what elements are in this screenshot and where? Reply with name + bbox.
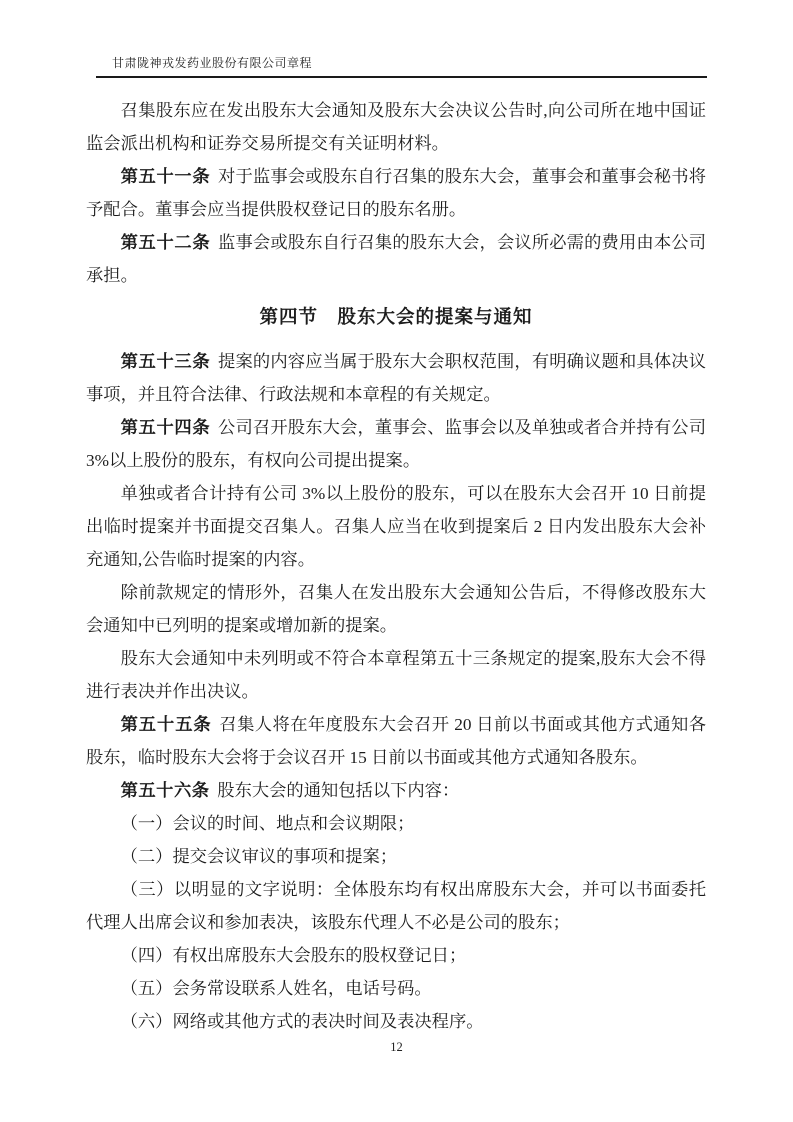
paragraph xyxy=(86,807,706,840)
article-number: 第五十五条 xyxy=(120,714,212,734)
document-body xyxy=(86,94,706,1038)
paragraph xyxy=(86,411,706,477)
paragraph xyxy=(86,160,706,226)
paragraph-text: 对于监事会或股东自行召集的股东大会，董事会和董事会秘书将予配合。董事会应当提供股权登记日的股东名册。 xyxy=(86,167,706,219)
paragraph-text: （三）以明显的文字说明：全体股东均有权出席股东大会，并可以书面委托代理人出席会议和参加表决，该股东代理人不必是公司的股东； xyxy=(86,880,706,932)
paragraph-text: 提案的内容应当属于股东大会职权范围，有明确议题和具体决议事项，并且符合法律、行政法规和本章程的有关规定。 xyxy=(86,352,706,404)
paragraph-text: 公司召开股东大会，董事会、监事会以及单独或者合并持有公司 3%以上股份的股东，有权向公司提出提案。 xyxy=(86,418,706,470)
paragraph xyxy=(86,873,706,939)
page-number: 12 xyxy=(390,1040,403,1054)
paragraph-text: （四）有权出席股东大会股东的股权登记日； xyxy=(120,946,467,965)
paragraph xyxy=(86,840,706,873)
article-number: 第五十一条 xyxy=(120,166,211,186)
paragraph xyxy=(86,1005,706,1038)
article-number: 第五十六条 xyxy=(120,780,210,800)
paragraph xyxy=(86,477,706,576)
paragraph xyxy=(86,226,706,292)
paragraph-text: 召集股东应在发出股东大会通知及股东大会决议公告时,向公司所在地中国证监会派出机构和证券交易所提交有关证明材料。 xyxy=(86,101,706,153)
paragraph xyxy=(86,774,706,807)
paragraph xyxy=(86,345,706,411)
paragraph-text: （五）会务常设联系人姓名，电话号码。 xyxy=(120,979,432,998)
paragraph-text: 召集人将在年度股东大会召开 20 日前以书面或其他方式通知各股东，临时股东大会将于会议召开 15 日前以书面或其他方式通知各股东。 xyxy=(86,715,706,767)
paragraph-text: 除前款规定的情形外，召集人在发出股东大会通知公告后，不得修改股东大会通知中已列明的提案或增加新的提案。 xyxy=(86,583,706,635)
paragraph-text: 单独或者合计持有公司 3%以上股份的股东，可以在股东大会召开 10 日前提出临时提案并书面提交召集人。召集人应当在收到提案后 2 日内发出股东大会补充通知,公告临时提案的内容。 xyxy=(86,484,706,569)
paragraph-text: 股东大会通知中未列明或不符合本章程第五十三条规定的提案,股东大会不得进行表决并作出决议。 xyxy=(86,649,706,701)
paragraph-text: 监事会或股东自行召集的股东大会，会议所必需的费用由本公司承担。 xyxy=(86,233,706,285)
document-header-title: 甘肃陇神戎发药业股份有限公司章程 xyxy=(112,56,313,70)
section-heading: 第四节 股东大会的提案与通知 xyxy=(259,306,533,327)
paragraph xyxy=(86,708,706,774)
article-number: 第五十三条 xyxy=(120,351,211,371)
paragraph-text: （一）会议的时间、地点和会议期限； xyxy=(120,814,415,833)
paragraph xyxy=(86,576,706,642)
article-number: 第五十二条 xyxy=(120,232,211,252)
paragraph xyxy=(86,972,706,1005)
paragraph xyxy=(86,939,706,972)
document-header xyxy=(96,54,707,78)
article-number: 第五十四条 xyxy=(120,417,211,437)
paragraph-text: （六）网络或其他方式的表决时间及表决程序。 xyxy=(120,1012,484,1031)
page-footer xyxy=(0,1038,793,1056)
paragraph xyxy=(86,94,706,160)
paragraph-text: 股东大会的通知包括以下内容： xyxy=(217,781,460,800)
paragraph-text: （二）提交会议审议的事项和提案； xyxy=(120,847,398,866)
paragraph xyxy=(86,642,706,708)
